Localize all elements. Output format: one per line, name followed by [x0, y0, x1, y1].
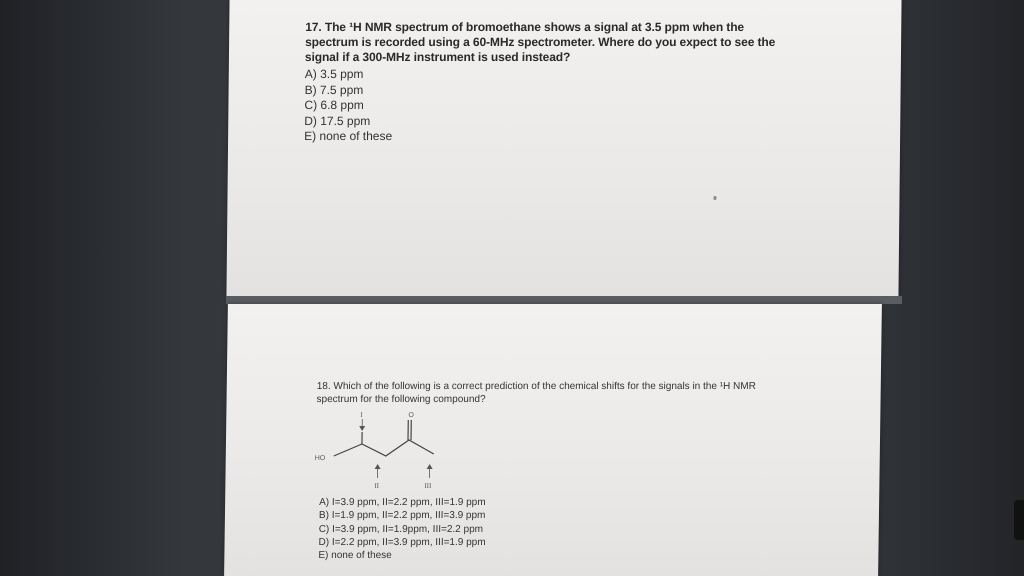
molecule-structure	[311, 410, 462, 494]
label-O: O	[408, 412, 414, 419]
question-18-number: 18.	[316, 381, 331, 392]
q17-option-d: D) 17.5 ppm	[304, 113, 371, 128]
q18-option-a: A) I=3.9 ppm, II=2.2 ppm, III=1.9 ppm	[319, 497, 486, 508]
q18-option-e: E) none of these	[318, 550, 392, 562]
q18-option-b: B) I=1.9 ppm, II=2.2 ppm, III=3.9 ppm	[318, 510, 486, 522]
q17-option-c: C) 6.8 ppm	[304, 98, 364, 112]
q18-option-d: D) I=2.2 ppm, II=3.9 ppm, III=1.9 ppm	[318, 536, 486, 548]
question-17-body: The ¹H NMR spectrum of bromoethane shows a signal at 3.5 ppm when the spectrum is recorded using a 60-MHz spectrometer. Where do you expect to see the signal if a 300-MHz instrument is used instead?	[304, 20, 776, 64]
screen-edge	[1014, 500, 1024, 540]
stray-mark	[713, 196, 716, 200]
question-18-body: Which of the following is a correct prediction of the chemical shifts for the signals in the ¹H NMR spectrum for the following compound?	[316, 381, 756, 405]
q17-option-a: A) 3.5 ppm	[304, 67, 364, 81]
question-17-text	[305, 20, 785, 65]
panel-divider	[226, 296, 902, 304]
question-18-text	[316, 380, 776, 406]
arrow-I-head	[359, 426, 365, 431]
question-17-options	[304, 67, 393, 145]
label-I: I	[360, 411, 363, 419]
question-17-panel	[226, 0, 901, 296]
question-18-options	[318, 496, 486, 562]
q17-option-b: B) 7.5 ppm	[304, 82, 364, 97]
label-HO: HO	[314, 455, 326, 462]
label-II: II	[374, 482, 380, 490]
question-18-panel	[224, 304, 882, 576]
arrow-III-head	[427, 464, 433, 469]
q18-option-c: C) I=3.9 ppm, II=1.9ppm, III=2.2 ppm	[318, 523, 484, 535]
question-17-number: 17.	[305, 20, 322, 34]
label-III: III	[424, 482, 432, 490]
arrow-II-head	[375, 464, 381, 469]
q17-option-e: E) none of these	[304, 129, 393, 143]
carbon-chain	[334, 440, 434, 456]
